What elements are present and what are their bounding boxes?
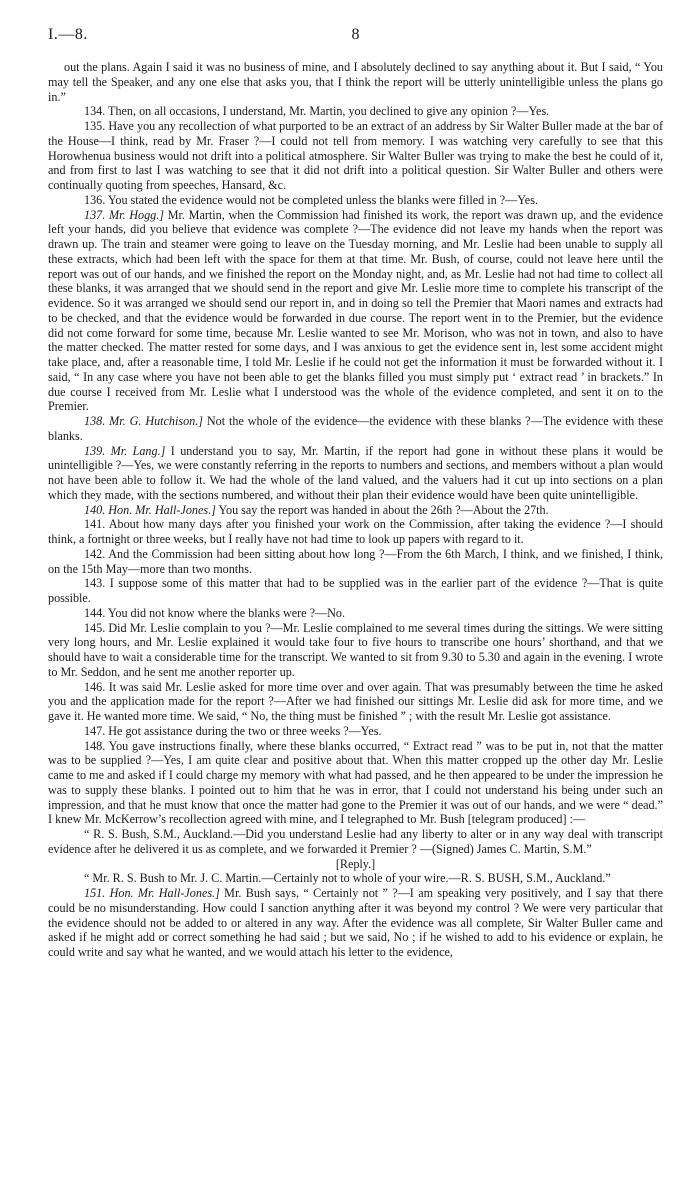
speaker-label: 137. Mr. Hogg.]	[84, 207, 164, 222]
paragraph: 141. About how many days after you finished your work on the Commission, after taking the evidence ?—I should think, a fortnight or three weeks, but I really have not had time to look up papers with regard to it.	[48, 517, 663, 546]
document-reference: I.—8.	[48, 26, 88, 43]
paragraph: 147. He got assistance during the two or three weeks ?—Yes.	[84, 723, 382, 738]
paragraph: 143. I suppose some of this matter that had to be supplied was in the earlier part of the evidence ?—That is quite possible.	[48, 576, 663, 605]
paragraph: 140. Hon. Mr. Hall-Jones.] You say the report was handed in about the 26th ?—About the 27th.	[84, 502, 549, 517]
speaker-label: 140. Hon. Mr. Hall-Jones.]	[84, 502, 216, 517]
speaker-label: 138. Mr. G. Hutchison.]	[84, 414, 203, 428]
paragraph: 135. Have you any recollection of what purported to be an extract of an address by Sir Walter Buller made at the bar of the House—I think, read by Mr. Fraser ?—I could not tell from memory. I was watching very carefully to see that this Horowhenua business would not drift into a political atmosphere. Sir Walter Buller was trying to make the best he could of it, and from first to last I was watching to see that it did not drift into a political question. Sir Walter Buller and others were continually quoting from speeches, Hansard, &c.	[48, 119, 663, 192]
document-body	[48, 60, 663, 960]
paragraph: 148. You gave instructions finally, where these blanks occurred, “ Extract read ” was to be put in, not that the matter was to be supplied ?—Yes, I am quite clear and positive about that. When this matter cropped up the other day Mr. Leslie came to me and asked if I could charge my memory with what had passed, and he then appeared to be under the impression he was to supply these blanks. I pointed out to him that he was in error, that I could not understand his being under such an impression, and that he must know that once the matter had gone to the Premier it was out of our hands, and we were “ dead.” I knew Mr. McKerrow’s recollection agreed with mine, and I telegraphed to Mr. Bush [telegram produced] :—	[48, 738, 663, 827]
page-number: 8	[351, 26, 360, 43]
paragraph: out the plans. Again I said it was no business of mine, and I absolutely declined to say anything about it. But I said, “ You may tell the Speaker, and any one else that asks you, that I think the report will be utterly unintelligible unless the plans go in.”	[48, 60, 663, 104]
page-header	[48, 28, 663, 50]
paragraph: 146. It was said Mr. Leslie asked for more time over and over again. That was presumably between the time he asked you and the application made for the report ?—After we had finished our sittings Mr. Leslie did ask for more time, and we gave it. He wanted more time. We said, “ No, the thing must be finished ” ; with the result Mr. Leslie got assistance.	[48, 679, 663, 723]
paragraph: 144. You did not know where the blanks were ?—No.	[84, 605, 345, 620]
paragraph: 142. And the Commission had been sitting about how long ?—From the 6th March, I think, and we finished, I think, on the 15th May—more than two months.	[48, 546, 663, 576]
paragraph: 134. Then, on all occasions, I understand, Mr. Martin, you declined to give any opinion ?—Yes.	[84, 104, 550, 119]
paragraph: 139. Mr. Lang.] I understand you to say, Mr. Martin, if the report had gone in without these plans it would be unintelligible ?—Yes, we were constantly referring in the reports to numbers and sections, and members without a plan would not have been able to follow it. We had the whole of the land valued, and the valuers had it cut up into sections on a plan which they made, with the sections numbered, and without their plan their evidence would have been quite unintelligible.	[48, 443, 663, 502]
speaker-label: 151. Hon. Mr. Hall-Jones.]	[84, 886, 220, 900]
telegram-reply: “ Mr. R. S. Bush to Mr. J. C. Martin.—Certainly not to whole of your wire.—R. S. BUSH, S.M., Auckland.”	[84, 871, 611, 886]
reply-heading: [Reply.]	[335, 856, 376, 871]
paragraph: 138. Mr. G. Hutchison.] Not the whole of the evidence—the evidence with these blanks ?—The evidence with these blanks.	[48, 414, 663, 443]
telegram-text: “ R. S. Bush, S.M., Auckland.—Did you understand Leslie had any liberty to alter or in any way deal with transcript evidence after he delivered it us as complete, and we forwarded it Premier ? —(Signed) James C. Martin, S.M.”	[48, 827, 663, 856]
paragraph: 136. You stated the evidence would not be completed unless the blanks were filled in ?—Yes.	[84, 192, 538, 207]
paragraph: 151. Hon. Mr. Hall-Jones.] Mr. Bush says, “ Certainly not ” ?—I am speaking very positively, and I say that there could be no misunderstanding. How could I sanction anything after it was beyond my control ? We were very particular that the evidence should not be added to or altered in any way. After the evidence was all complete, Sir Walter Buller came and asked if he might add or correct something he had said ; but we said, No ; if he wished to add to his evidence or explain, he could write and say what he wanted, and we would attach his letter to the evidence,	[48, 886, 663, 959]
speaker-label: 139. Mr. Lang.]	[84, 443, 166, 458]
paragraph: 137. Mr. Hogg.] Mr. Martin, when the Commission had finished its work, the report was drawn up, and the evidence left your hands, did you believe that evidence was complete ?—The evidence did not leave my hands when the report was drawn up. The train and steamer were going to leave on the Tuesday morning, and Mr. Leslie had been unable to supply all these extracts, which had been left with the space for them at that time. Mr. Bush, of course, could not leave here until the report was out of our hands, and we finished the report on the Monday night, and, as Mr. Leslie had not had time to collect all these blanks, it was arranged that we should send in the report and give Mr. Leslie more time to complete his transcript of the evidence. So it was arranged we should send our report in, and in doing so tell the Premier that Maori names and extracts had to be checked, and that the evidence would be forwarded in due course. The report went in to the Premier, but the evidence did not come forward for some time, because Mr. Leslie wanted to see Mr. Morison, who was not in town, and also to have the matter checked. The matter rested for some days, and I was anxious to get the evidence sent in, lest some accident might take place, and, after a reasonable time, I told Mr. Leslie if he could not get the information it must be forwarded without it. I said, “ In any case where you have not been able to get the blanks filled you must simply put ‘ extract read ’ in brackets.” In due course I received from Mr. Leslie what I understood was the whole of the evidence completed, and sent it on to the Premier.	[48, 207, 663, 414]
paragraph: 145. Did Mr. Leslie complain to you ?—Mr. Leslie complained to me several times during the sittings. We were sitting very long hours, and Mr. Leslie explained it would take four to five hours to transcribe one hours’ shorthand, and that we should have to wait a considerable time for the transcript. We wanted to sit from 9.30 to 5.30 and again in the evening. I wrote to Mr. Seddon, and he sent me another reporter up.	[48, 620, 663, 679]
